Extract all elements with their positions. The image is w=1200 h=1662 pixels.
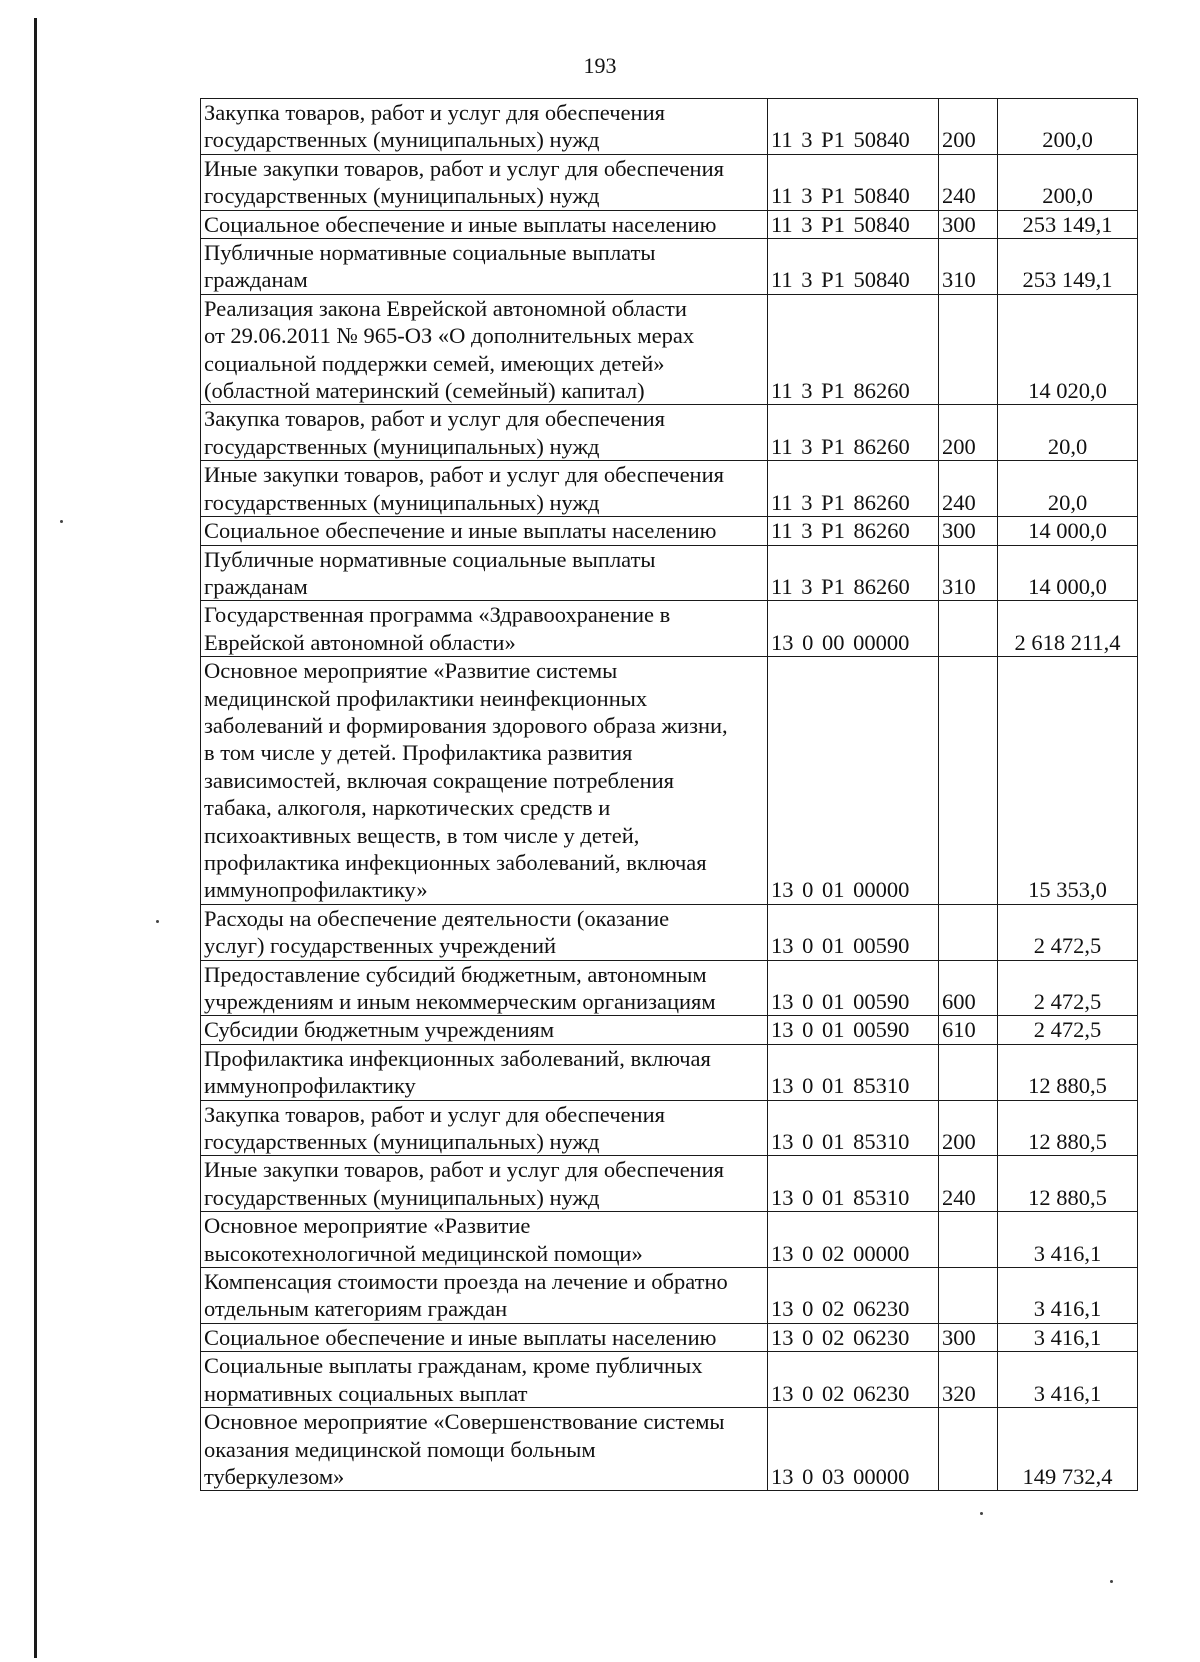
table-row	[201, 601, 1138, 657]
table-row	[201, 239, 1138, 295]
scan-speck	[980, 1512, 983, 1515]
row-name: Компенсация стоимости проезда на лечение и обратно отдельным категориям граждан	[201, 1268, 768, 1324]
row-name: Закупка товаров, работ и услуг для обеспечения государственных (муниципальных) нужд	[201, 405, 768, 461]
row-type: 240	[939, 1156, 998, 1212]
row-code: 11 3 Р1 86260	[768, 405, 939, 461]
row-code: 13 0 01 00000	[768, 657, 939, 905]
row-name: Закупка товаров, работ и услуг для обеспечения государственных (муниципальных) нужд	[201, 99, 768, 155]
row-amount: 14 000,0	[998, 517, 1138, 545]
table-row	[201, 1212, 1138, 1268]
row-type: 200	[939, 405, 998, 461]
table-row	[201, 657, 1138, 905]
table-row	[201, 99, 1138, 155]
row-amount: 2 472,5	[998, 904, 1138, 960]
table-row	[201, 405, 1138, 461]
row-code: 13 0 01 85310	[768, 1044, 939, 1100]
table-row	[201, 1268, 1138, 1324]
row-code: 13 0 01 00590	[768, 1016, 939, 1044]
row-name: Профилактика инфекционных заболеваний, включая иммунопрофилактику	[201, 1044, 768, 1100]
row-amount: 3 416,1	[998, 1268, 1138, 1324]
row-type: 240	[939, 154, 998, 210]
row-amount: 3 416,1	[998, 1212, 1138, 1268]
row-code: 11 3 Р1 86260	[768, 545, 939, 601]
row-amount: 253 149,1	[998, 239, 1138, 295]
row-name: Государственная программа «Здравоохранение в Еврейской автономной области»	[201, 601, 768, 657]
row-amount: 149 732,4	[998, 1408, 1138, 1491]
row-type: 600	[939, 960, 998, 1016]
table-row	[201, 960, 1138, 1016]
row-code: 11 3 Р1 50840	[768, 210, 939, 238]
scan-speck	[156, 920, 159, 923]
row-type	[939, 1044, 998, 1100]
row-code: 13 0 01 85310	[768, 1156, 939, 1212]
row-type: 310	[939, 239, 998, 295]
row-amount: 14 000,0	[998, 545, 1138, 601]
table-row	[201, 154, 1138, 210]
row-amount: 15 353,0	[998, 657, 1138, 905]
row-code: 13 0 03 00000	[768, 1408, 939, 1491]
row-name: Иные закупки товаров, работ и услуг для обеспечения государственных (муниципальных) нужд	[201, 154, 768, 210]
row-name: Расходы на обеспечение деятельности (оказание услуг) государственных учреждений	[201, 904, 768, 960]
row-amount: 20,0	[998, 405, 1138, 461]
row-type	[939, 1268, 998, 1324]
row-name: Иные закупки товаров, работ и услуг для обеспечения государственных (муниципальных) нужд	[201, 1156, 768, 1212]
budget-table	[200, 98, 1138, 1491]
row-code: 13 0 02 00000	[768, 1212, 939, 1268]
row-type	[939, 904, 998, 960]
table-row	[201, 1408, 1138, 1491]
row-type: 300	[939, 210, 998, 238]
table-row	[201, 461, 1138, 517]
row-name: Основное мероприятие «Совершенствование системы оказания медицинской помощи больным туберкулезом»	[201, 1408, 768, 1491]
row-type: 310	[939, 545, 998, 601]
row-name: Предоставление субсидий бюджетным, автономным учреждениям и иным некоммерческим организациям	[201, 960, 768, 1016]
table-row	[201, 1156, 1138, 1212]
row-type: 240	[939, 461, 998, 517]
row-name: Основное мероприятие «Развитие высокотехнологичной медицинской помощи»	[201, 1212, 768, 1268]
row-amount: 12 880,5	[998, 1156, 1138, 1212]
table-row	[201, 1323, 1138, 1351]
table-row	[201, 1016, 1138, 1044]
row-code: 11 3 Р1 50840	[768, 154, 939, 210]
row-code: 13 0 00 00000	[768, 601, 939, 657]
row-type	[939, 1408, 998, 1491]
row-amount: 20,0	[998, 461, 1138, 517]
page-number: 193	[583, 53, 617, 78]
row-name: Основное мероприятие «Развитие системы медицинской профилактики неинфекционных заболеваний и формирования здорового образа жизни, в том числе у детей. Профилактика развития зависимостей, включая сокращение потребления табака, алкоголя, наркотических средств и психоактивных веществ, в том числе у детей, профилактика инфекционных заболеваний, включая иммунопрофилактику»	[201, 657, 768, 905]
row-code: 11 3 Р1 86260	[768, 294, 939, 405]
row-name: Субсидии бюджетным учреждениям	[201, 1016, 768, 1044]
row-code: 13 0 01 85310	[768, 1100, 939, 1156]
row-amount: 14 020,0	[998, 294, 1138, 405]
table-row	[201, 904, 1138, 960]
row-code: 11 3 Р1 86260	[768, 461, 939, 517]
row-type: 200	[939, 99, 998, 155]
row-type	[939, 1212, 998, 1268]
row-name: Социальное обеспечение и иные выплаты населению	[201, 517, 768, 545]
table-row	[201, 1100, 1138, 1156]
row-type	[939, 657, 998, 905]
row-type: 610	[939, 1016, 998, 1044]
row-code: 13 0 01 00590	[768, 960, 939, 1016]
row-amount: 2 618 211,4	[998, 601, 1138, 657]
margin-rule	[34, 18, 37, 1658]
scan-speck	[1110, 1580, 1113, 1583]
row-code: 11 3 Р1 86260	[768, 517, 939, 545]
row-type: 300	[939, 1323, 998, 1351]
row-type	[939, 601, 998, 657]
row-amount: 253 149,1	[998, 210, 1138, 238]
row-amount: 2 472,5	[998, 1016, 1138, 1044]
row-name: Реализация закона Еврейской автономной области от 29.06.2011 № 965-ОЗ «О дополнительных мерах социальной поддержки семей, имеющих детей» (областной материнский (семейный) капитал)	[201, 294, 768, 405]
row-type: 200	[939, 1100, 998, 1156]
row-name: Иные закупки товаров, работ и услуг для обеспечения государственных (муниципальных) нужд	[201, 461, 768, 517]
row-type: 300	[939, 517, 998, 545]
table-row	[201, 294, 1138, 405]
row-name: Публичные нормативные социальные выплаты гражданам	[201, 239, 768, 295]
row-amount: 3 416,1	[998, 1323, 1138, 1351]
row-code: 13 0 02 06230	[768, 1268, 939, 1324]
row-code: 13 0 01 00590	[768, 904, 939, 960]
row-amount: 200,0	[998, 99, 1138, 155]
row-code: 13 0 02 06230	[768, 1352, 939, 1408]
row-name: Социальное обеспечение и иные выплаты населению	[201, 1323, 768, 1351]
row-name: Социальное обеспечение и иные выплаты населению	[201, 210, 768, 238]
row-type: 320	[939, 1352, 998, 1408]
row-code: 11 3 Р1 50840	[768, 99, 939, 155]
row-name: Закупка товаров, работ и услуг для обеспечения государственных (муниципальных) нужд	[201, 1100, 768, 1156]
row-code: 11 3 Р1 50840	[768, 239, 939, 295]
table-row	[201, 517, 1138, 545]
row-name: Социальные выплаты гражданам, кроме публичных нормативных социальных выплат	[201, 1352, 768, 1408]
table-row	[201, 545, 1138, 601]
row-name: Публичные нормативные социальные выплаты гражданам	[201, 545, 768, 601]
row-amount: 3 416,1	[998, 1352, 1138, 1408]
table-row	[201, 210, 1138, 238]
row-amount: 200,0	[998, 154, 1138, 210]
table-row	[201, 1352, 1138, 1408]
scan-speck	[60, 520, 63, 523]
row-amount: 2 472,5	[998, 960, 1138, 1016]
table-row	[201, 1044, 1138, 1100]
row-type	[939, 294, 998, 405]
row-amount: 12 880,5	[998, 1044, 1138, 1100]
row-amount: 12 880,5	[998, 1100, 1138, 1156]
row-code: 13 0 02 06230	[768, 1323, 939, 1351]
